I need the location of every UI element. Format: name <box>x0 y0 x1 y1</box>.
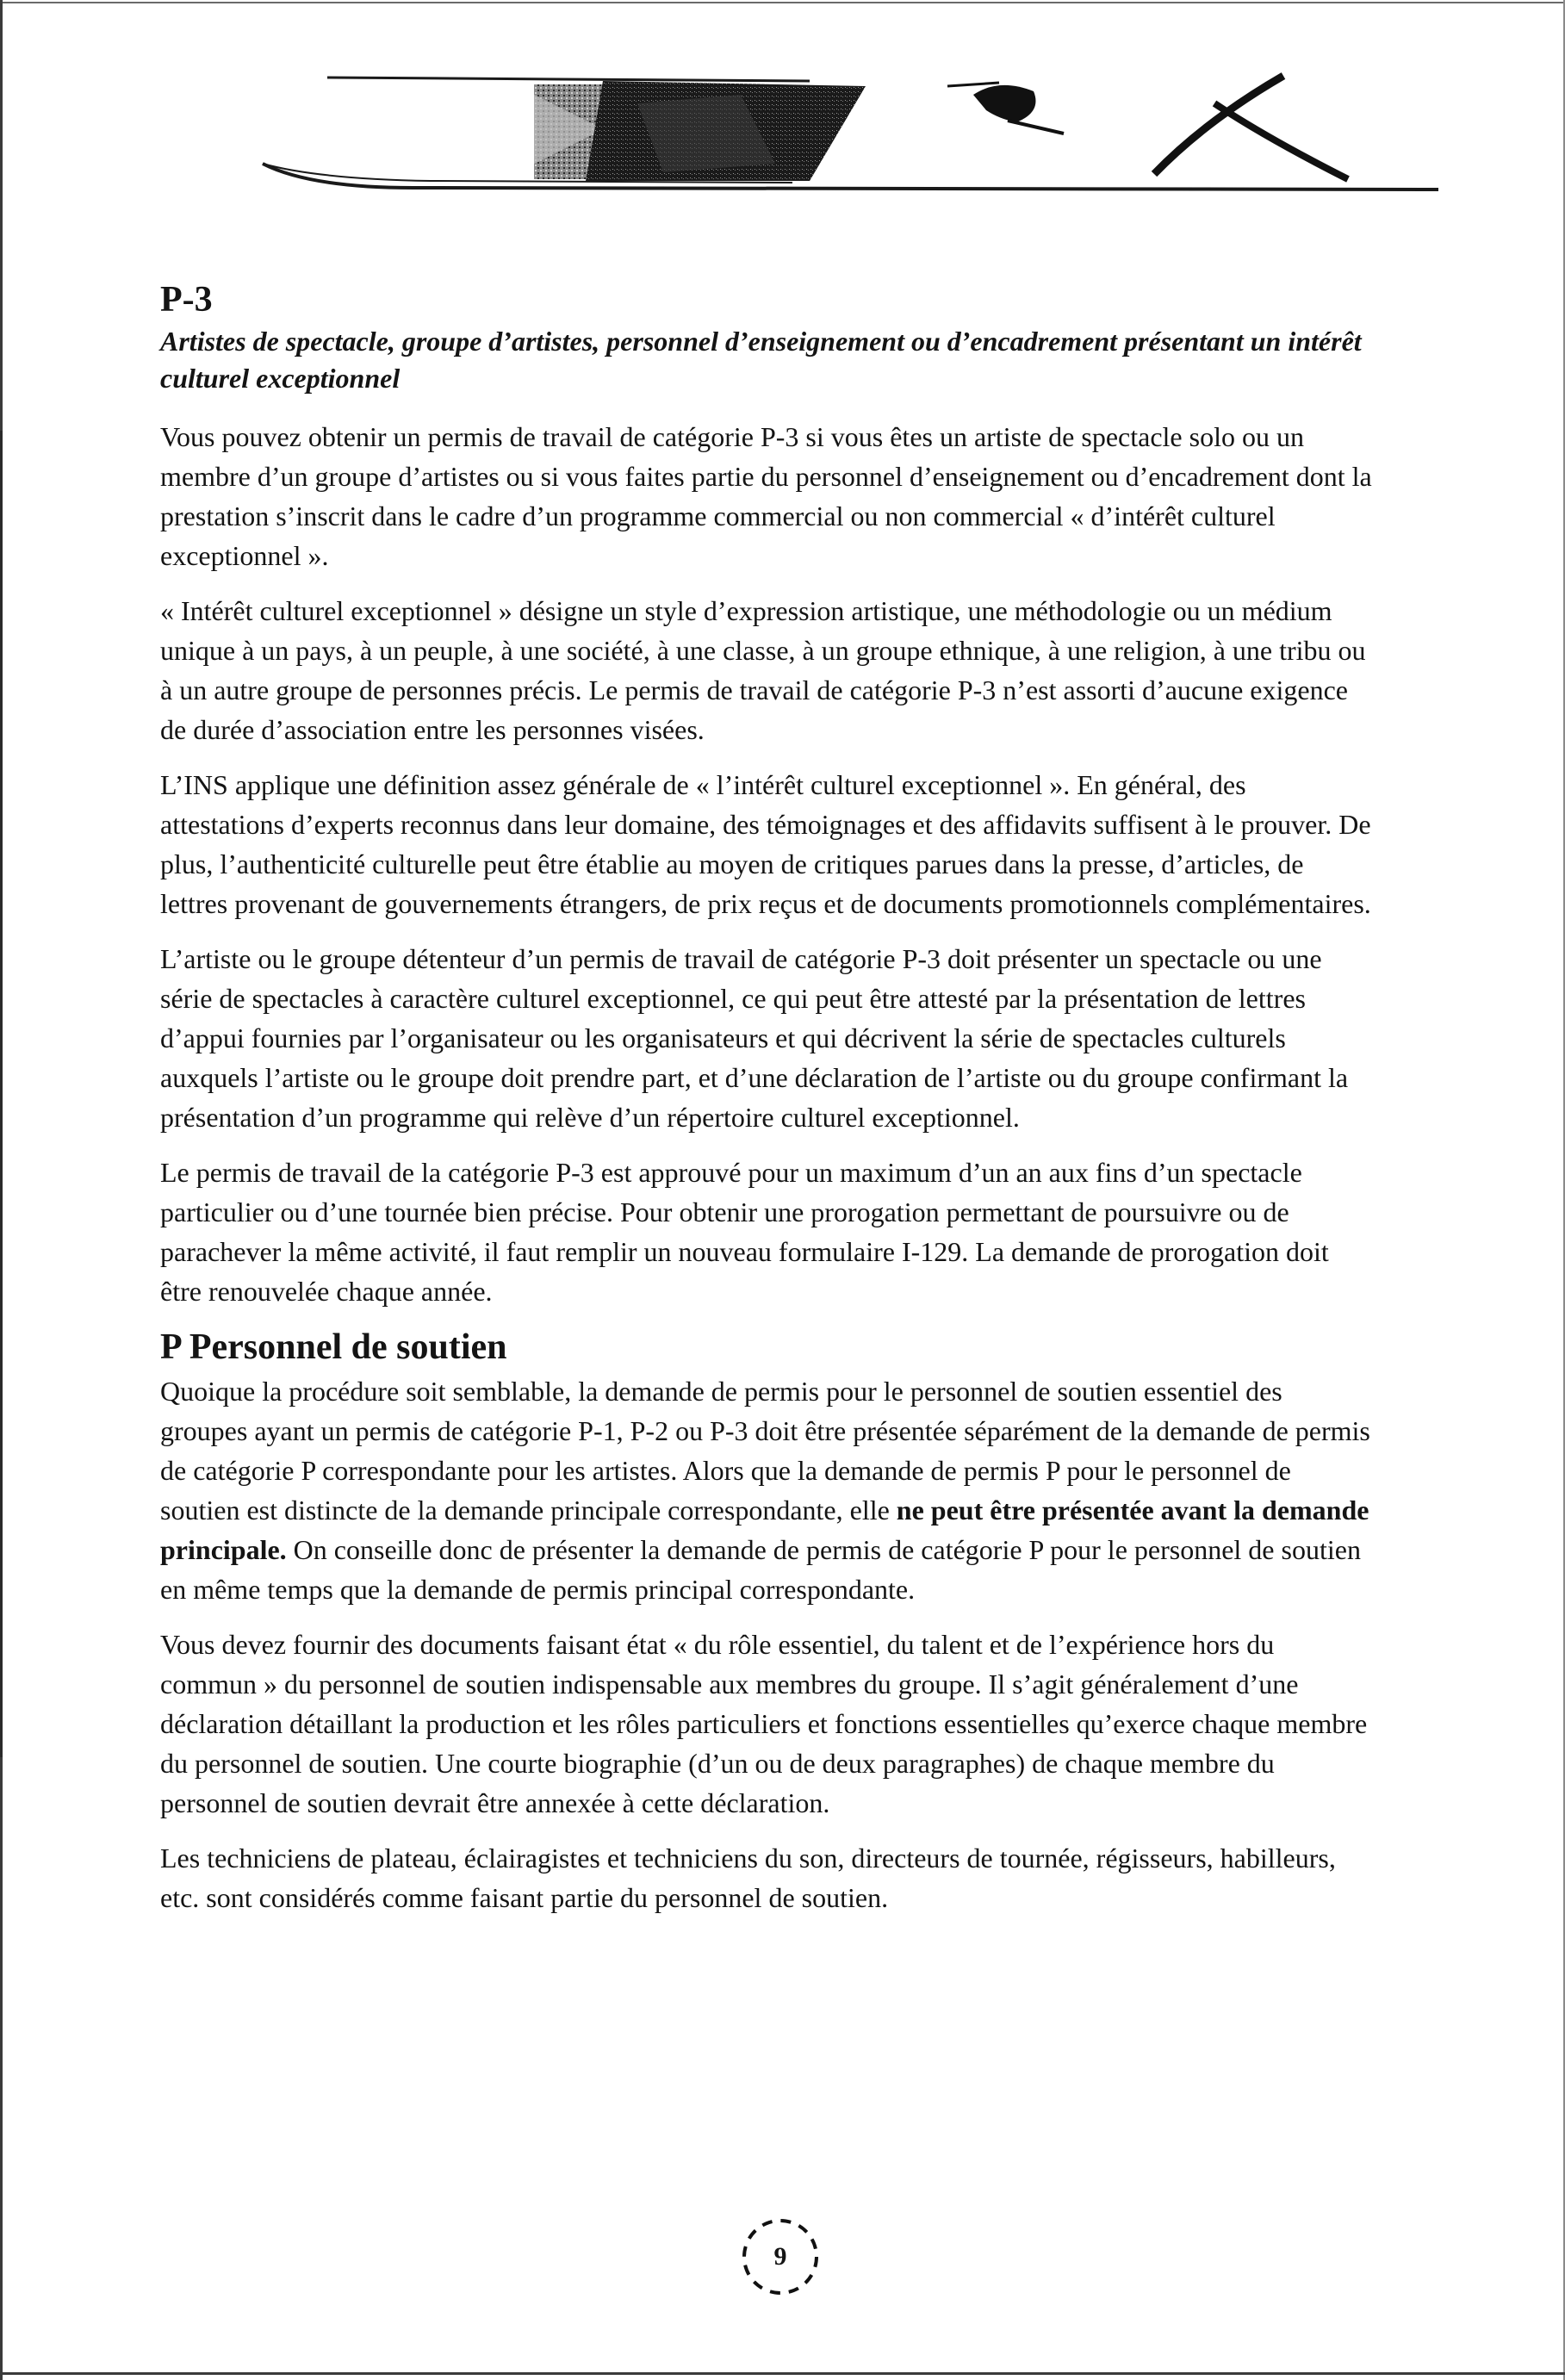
paragraph: Les techniciens de plateau, éclairagistes et techniciens du son, directeurs de tournée, régisseurs, habilleurs, etc. sont considérés comme faisant partie du personnel de soutien. <box>160 1842 1336 1913</box>
paragraph: Vous devez fournir des documents faisant état « du rôle essentiel, du talent et de l’expérience hors du commun » du personnel de soutien indispensable aux membres du groupe. Il s’agit généralement d’une déclaration détaillant la production et les rôles particuliers et fonctions essentielles qu’exerce chaque membre du personnel de soutien. Une courte biographie (d’un ou de deux paragraphes) de chaque membre du personnel de soutien devrait être annexée à cette déclaration. <box>160 1628 1368 1818</box>
section-code: P-3 <box>160 280 213 320</box>
paragraph <box>160 1371 1375 1609</box>
header-banner-graphic <box>258 69 1438 198</box>
paragraph: Vous pouvez obtenir un permis de travail de catégorie P-3 si vous êtes un artiste de spectacle solo ou un membre d’un groupe d’artistes ou si vous faites partie du personnel d’enseignement ou d’encadrement dont la prestation s’inscrit dans le cadre d’un programme commercial ou non commercial « d’intérêt culturel exceptionnel ». <box>160 420 1372 571</box>
binding-mark <box>0 431 11 1757</box>
paragraph: Le permis de travail de la catégorie P-3 est approuvé pour un maximum d’un an aux fins d’un spectacle particulier ou d’une tournée bien précise. Pour obtenir une prorogation permettant de poursuivre ou de parachever la même activité, il faut remplir un nouveau formulaire I-129. La demande de prorogation doit être renouvelée chaque année. <box>160 1156 1329 1307</box>
page-number-badge <box>737 2214 823 2300</box>
main-content <box>160 280 1375 1933</box>
paragraph: L’artiste ou le groupe détenteur d’un permis de travail de catégorie P-3 doit présenter un spectacle ou une série de spectacles à caractère culturel exceptionnel, ce qui peut être attesté par la présentation de lettres d’appui fournies par l’organisateur ou les organisateurs et qui décrivent la série de spectacles culturels auxquels l’artiste ou le groupe doit prendre part, et d’une déclaration de l’artiste ou du groupe confirmant la présentation d’un programme qui relève d’un répertoire culturel exceptionnel. <box>160 942 1349 1133</box>
emphasis-text: ne peut être présentée avant la demande principale. <box>160 1494 1369 1565</box>
section-heading: P Personnel de soutien <box>160 1327 507 1367</box>
paragraph: L’INS applique une définition assez générale de « l’intérêt culturel exceptionnel ». En général, des attestations d’experts reconnus dans leur domaine, des témoignages et des affidavits suffisent à le prouver. De plus, l’authenticité culturelle peut être établie au moyen de critiques parues dans la presse, d’articles, de lettres provenant de gouvernements étrangers, de prix reçus et de documents promotionnels complémentaires. <box>160 768 1371 919</box>
page-edge-bottom <box>0 2372 1565 2375</box>
paragraph-text: On conseille donc de présenter la demande de permis de catégorie P pour le personnel de soutien en même temps que la demande de permis principal correspondante. <box>160 1533 1361 1605</box>
paragraph: « Intérêt culturel exceptionnel » désigne un style d’expression artistique, une méthodologie ou un médium unique à un pays, à un peuple, à une société, à une classe, à un groupe ethnique, à une religion, à une tribu ou à un autre groupe de personnes précis. Le permis de travail de catégorie P-3 n’est assorti d’aucune exigence de durée d’association entre les personnes visées. <box>160 594 1366 745</box>
page-number: 9 <box>773 2242 787 2271</box>
section-subtitle: Artistes de spectacle, groupe d’artistes, personnel d’enseignement ou d’encadrement présentant un intérêt culturel exceptionnel <box>160 326 1362 395</box>
paragraph-text: Quoique la procédure soit semblable, la demande de permis pour le personnel de soutien essentiel des groupes ayant un permis de catégorie P-1, P-2 ou P-3 doit être présentée séparément de la demande de permis de catégorie P correspondante pour les artistes. Alors que la demande de permis P pour le personnel de soutien est distincte de la demande principale correspondante, elle <box>160 1375 1370 1526</box>
page-edge-top <box>0 2 1565 3</box>
